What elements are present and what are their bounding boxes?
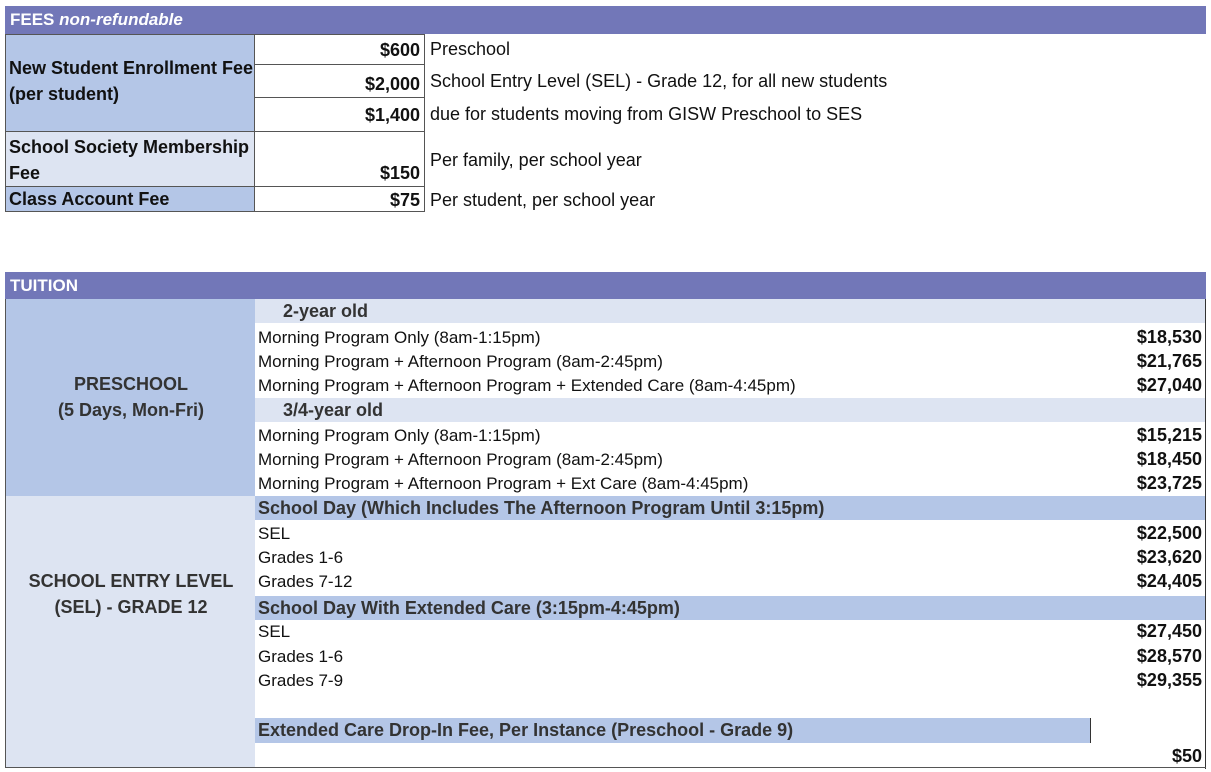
row-desc: Morning Program + Afternoon Program + Ext Care (8am-4:45pm) bbox=[258, 474, 749, 493]
row-amount: $18,530 bbox=[1136, 327, 1202, 347]
fees-title: FEES bbox=[10, 10, 55, 29]
enrollment-desc-sel: School Entry Level (SEL) - Grade 12, for all new students bbox=[430, 71, 888, 91]
row-amount: $21,765 bbox=[1136, 351, 1202, 371]
row-amount: $23,620 bbox=[1136, 547, 1202, 567]
dropin-divider bbox=[1090, 718, 1091, 743]
school-label-cell bbox=[5, 496, 255, 768]
amount-text: $75 bbox=[389, 190, 420, 210]
fees-title-note: non-refundable bbox=[59, 10, 183, 29]
fees-header bbox=[5, 6, 1206, 34]
row-desc: SEL bbox=[258, 524, 291, 543]
row-amount: $18,450 bbox=[1136, 449, 1202, 469]
group-heading-extended bbox=[255, 596, 1206, 620]
row-desc: SEL bbox=[258, 622, 291, 641]
enrollment-fee-label: New Student Enrollment Fee (per student) bbox=[9, 58, 254, 104]
enrollment-desc-preschool: Preschool bbox=[430, 39, 511, 59]
amount-text: $600 bbox=[379, 40, 420, 60]
class-account-desc: Per student, per school year bbox=[430, 190, 656, 210]
preschool-label-cell bbox=[5, 299, 255, 496]
row-desc: Grades 7-9 bbox=[258, 671, 344, 690]
row-desc: Morning Program + Afternoon Program (8am-2:45pm) bbox=[258, 450, 663, 469]
row-amount: $27,450 bbox=[1136, 621, 1202, 641]
row-amount: $22,500 bbox=[1136, 523, 1202, 543]
row-amount: $29,355 bbox=[1136, 670, 1202, 690]
society-fee-label-cell bbox=[5, 131, 255, 187]
dropin-heading-text: Extended Care Drop-In Fee, Per Instance (Preschool - Grade 9) bbox=[258, 720, 794, 740]
row-desc: Grades 1-6 bbox=[258, 548, 344, 567]
enrollment-amount-preschool bbox=[254, 34, 425, 65]
school-label-line2: (SEL) - GRADE 12 bbox=[54, 597, 208, 617]
group-heading-text: School Day (Which Includes The Afternoon Program Until 3:15pm) bbox=[258, 498, 825, 518]
row-desc: Grades 1-6 bbox=[258, 647, 344, 666]
row-amount: $15,215 bbox=[1136, 425, 1202, 445]
group-heading-34yr bbox=[255, 398, 1206, 422]
society-fee-label: School Society Membership Fee bbox=[9, 137, 250, 183]
enrollment-amount-transfer bbox=[254, 97, 425, 132]
enrollment-desc-transfer: due for students moving from GISW Preschool to SES bbox=[430, 104, 863, 124]
row-desc: Morning Program Only (8am-1:15pm) bbox=[258, 328, 541, 347]
enrollment-fee-label-cell bbox=[5, 34, 255, 132]
amount-text: $2,000 bbox=[364, 74, 420, 94]
row-amount: $24,405 bbox=[1136, 571, 1202, 591]
amount-text: $1,400 bbox=[364, 105, 420, 125]
school-label-line1: SCHOOL ENTRY LEVEL bbox=[28, 571, 234, 591]
amount-text: $150 bbox=[379, 163, 420, 183]
row-amount: $28,570 bbox=[1136, 646, 1202, 666]
society-fee-desc: Per family, per school year bbox=[430, 150, 642, 170]
tuition-title: TUITION bbox=[10, 276, 78, 295]
class-account-amount bbox=[254, 186, 425, 212]
group-heading-text: 3/4-year old bbox=[283, 400, 384, 420]
group-heading-2yr bbox=[255, 299, 1206, 323]
enrollment-amount-sel bbox=[254, 64, 425, 98]
preschool-label-line1: PRESCHOOL bbox=[73, 374, 188, 394]
class-account-label-cell bbox=[5, 186, 255, 212]
class-account-label: Class Account Fee bbox=[9, 189, 170, 209]
row-amount: $27,040 bbox=[1136, 375, 1202, 395]
row-desc: Morning Program Only (8am-1:15pm) bbox=[258, 426, 541, 445]
group-heading-text: School Day With Extended Care (3:15pm-4:45pm) bbox=[258, 598, 680, 618]
group-heading-school-day bbox=[255, 496, 1206, 520]
dropin-amount: $50 bbox=[1171, 746, 1202, 766]
tuition-header bbox=[5, 272, 1206, 299]
preschool-label-line2: (5 Days, Mon-Fri) bbox=[57, 400, 204, 420]
row-desc: Grades 7-12 bbox=[258, 572, 353, 591]
row-desc: Morning Program + Afternoon Program (8am-2:45pm) bbox=[258, 352, 663, 371]
tuition-right-border bbox=[1205, 299, 1206, 769]
dropin-heading bbox=[255, 718, 1090, 743]
group-heading-text: 2-year old bbox=[283, 301, 369, 321]
row-desc: Morning Program + Afternoon Program + Extended Care (8am-4:45pm) bbox=[258, 376, 796, 395]
society-fee-amount bbox=[254, 131, 425, 187]
row-amount: $23,725 bbox=[1136, 473, 1202, 493]
tuition-bottom-border bbox=[255, 767, 1206, 768]
